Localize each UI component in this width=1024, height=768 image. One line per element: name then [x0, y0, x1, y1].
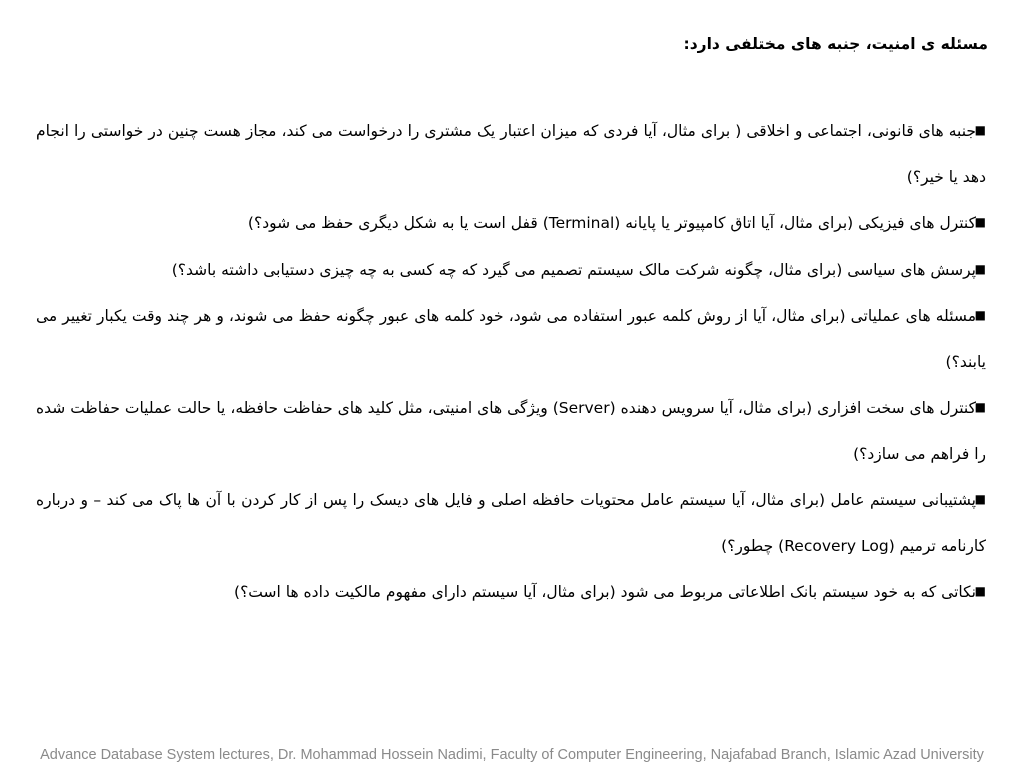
square-bullet-icon: ■	[974, 308, 986, 322]
bullet-dbms-issues	[36, 569, 986, 616]
bullet-legal-social-ethical	[36, 108, 986, 200]
square-bullet-icon: ■	[974, 261, 986, 276]
bullet-operational-issues	[36, 293, 986, 385]
bullet-text: پشتیبانی سیستم عامل (برای مثال، آیا سیستم عامل محتویات حافظه اصلی و فایل های دیسک را پس از کار کردن با آن ها پاک می کند – و درباره کارنامه ترمیم (Recovery Log) چطور؟)	[36, 491, 986, 555]
square-bullet-icon: ■	[974, 584, 986, 598]
bullet-text: کنترل های فیزیکی (برای مثال، آیا اتاق کامپیوتر یا پایانه (Terminal) قفل است یا به شکل دیگری حفظ می شود؟)	[247, 214, 976, 232]
slide-title: مسئله ی امنیت، جنبه های مختلفی دارد:	[683, 35, 988, 53]
square-bullet-icon: ■	[974, 123, 986, 137]
bullet-text: جنبه های قانونی، اجتماعی و اخلاقی ( برای مثال، آیا فردی که میزان اعتبار یک مشتری را درخواست می کند، مجاز هست چنین در خواستی را انجام دهد یا خیر؟)	[36, 122, 986, 186]
bullet-text: مسئله های عملیاتی (برای مثال، آیا از روش کلمه عبور استفاده می شود، خود کلمه های عبور چگونه حفظ می شوند، و هر چند وقت یکبار تغییر می یابند؟)	[36, 307, 986, 371]
bullet-text: پرسش های سیاسی (برای مثال، چگونه شرکت مالک سیستم تصمیم می گیرد که چه کسی به چه چیزی دستیابی داشته باشد؟)	[171, 260, 976, 279]
square-bullet-icon: ■	[974, 492, 986, 506]
square-bullet-icon: ■	[974, 400, 986, 414]
bullet-policy-questions	[36, 247, 986, 294]
bullet-text: کنترل های سخت افزاری (برای مثال، آیا سرویس دهنده (Server) ویژگی های امنیتی، مثل کلید های حفاظت حافظه، یا حالت عملیات حفاظت شده را فراهم می سازد؟)	[36, 399, 986, 463]
bullet-os-support	[36, 477, 986, 569]
bullet-list	[36, 108, 986, 616]
slide-footer: Advance Database System lectures, Dr. Mohammad Hossein Nadimi, Faculty of Computer Engineering, Najafabad Branch, Islamic Azad University	[40, 747, 984, 763]
bullet-physical-controls	[36, 200, 986, 247]
bullet-hardware-controls	[36, 385, 986, 477]
bullet-text: نکاتی که به خود سیستم بانک اطلاعاتی مربوط می شود (برای مثال، آیا سیستم دارای مفهوم مالکیت داده ها است؟)	[234, 583, 976, 601]
square-bullet-icon: ■	[974, 215, 986, 229]
